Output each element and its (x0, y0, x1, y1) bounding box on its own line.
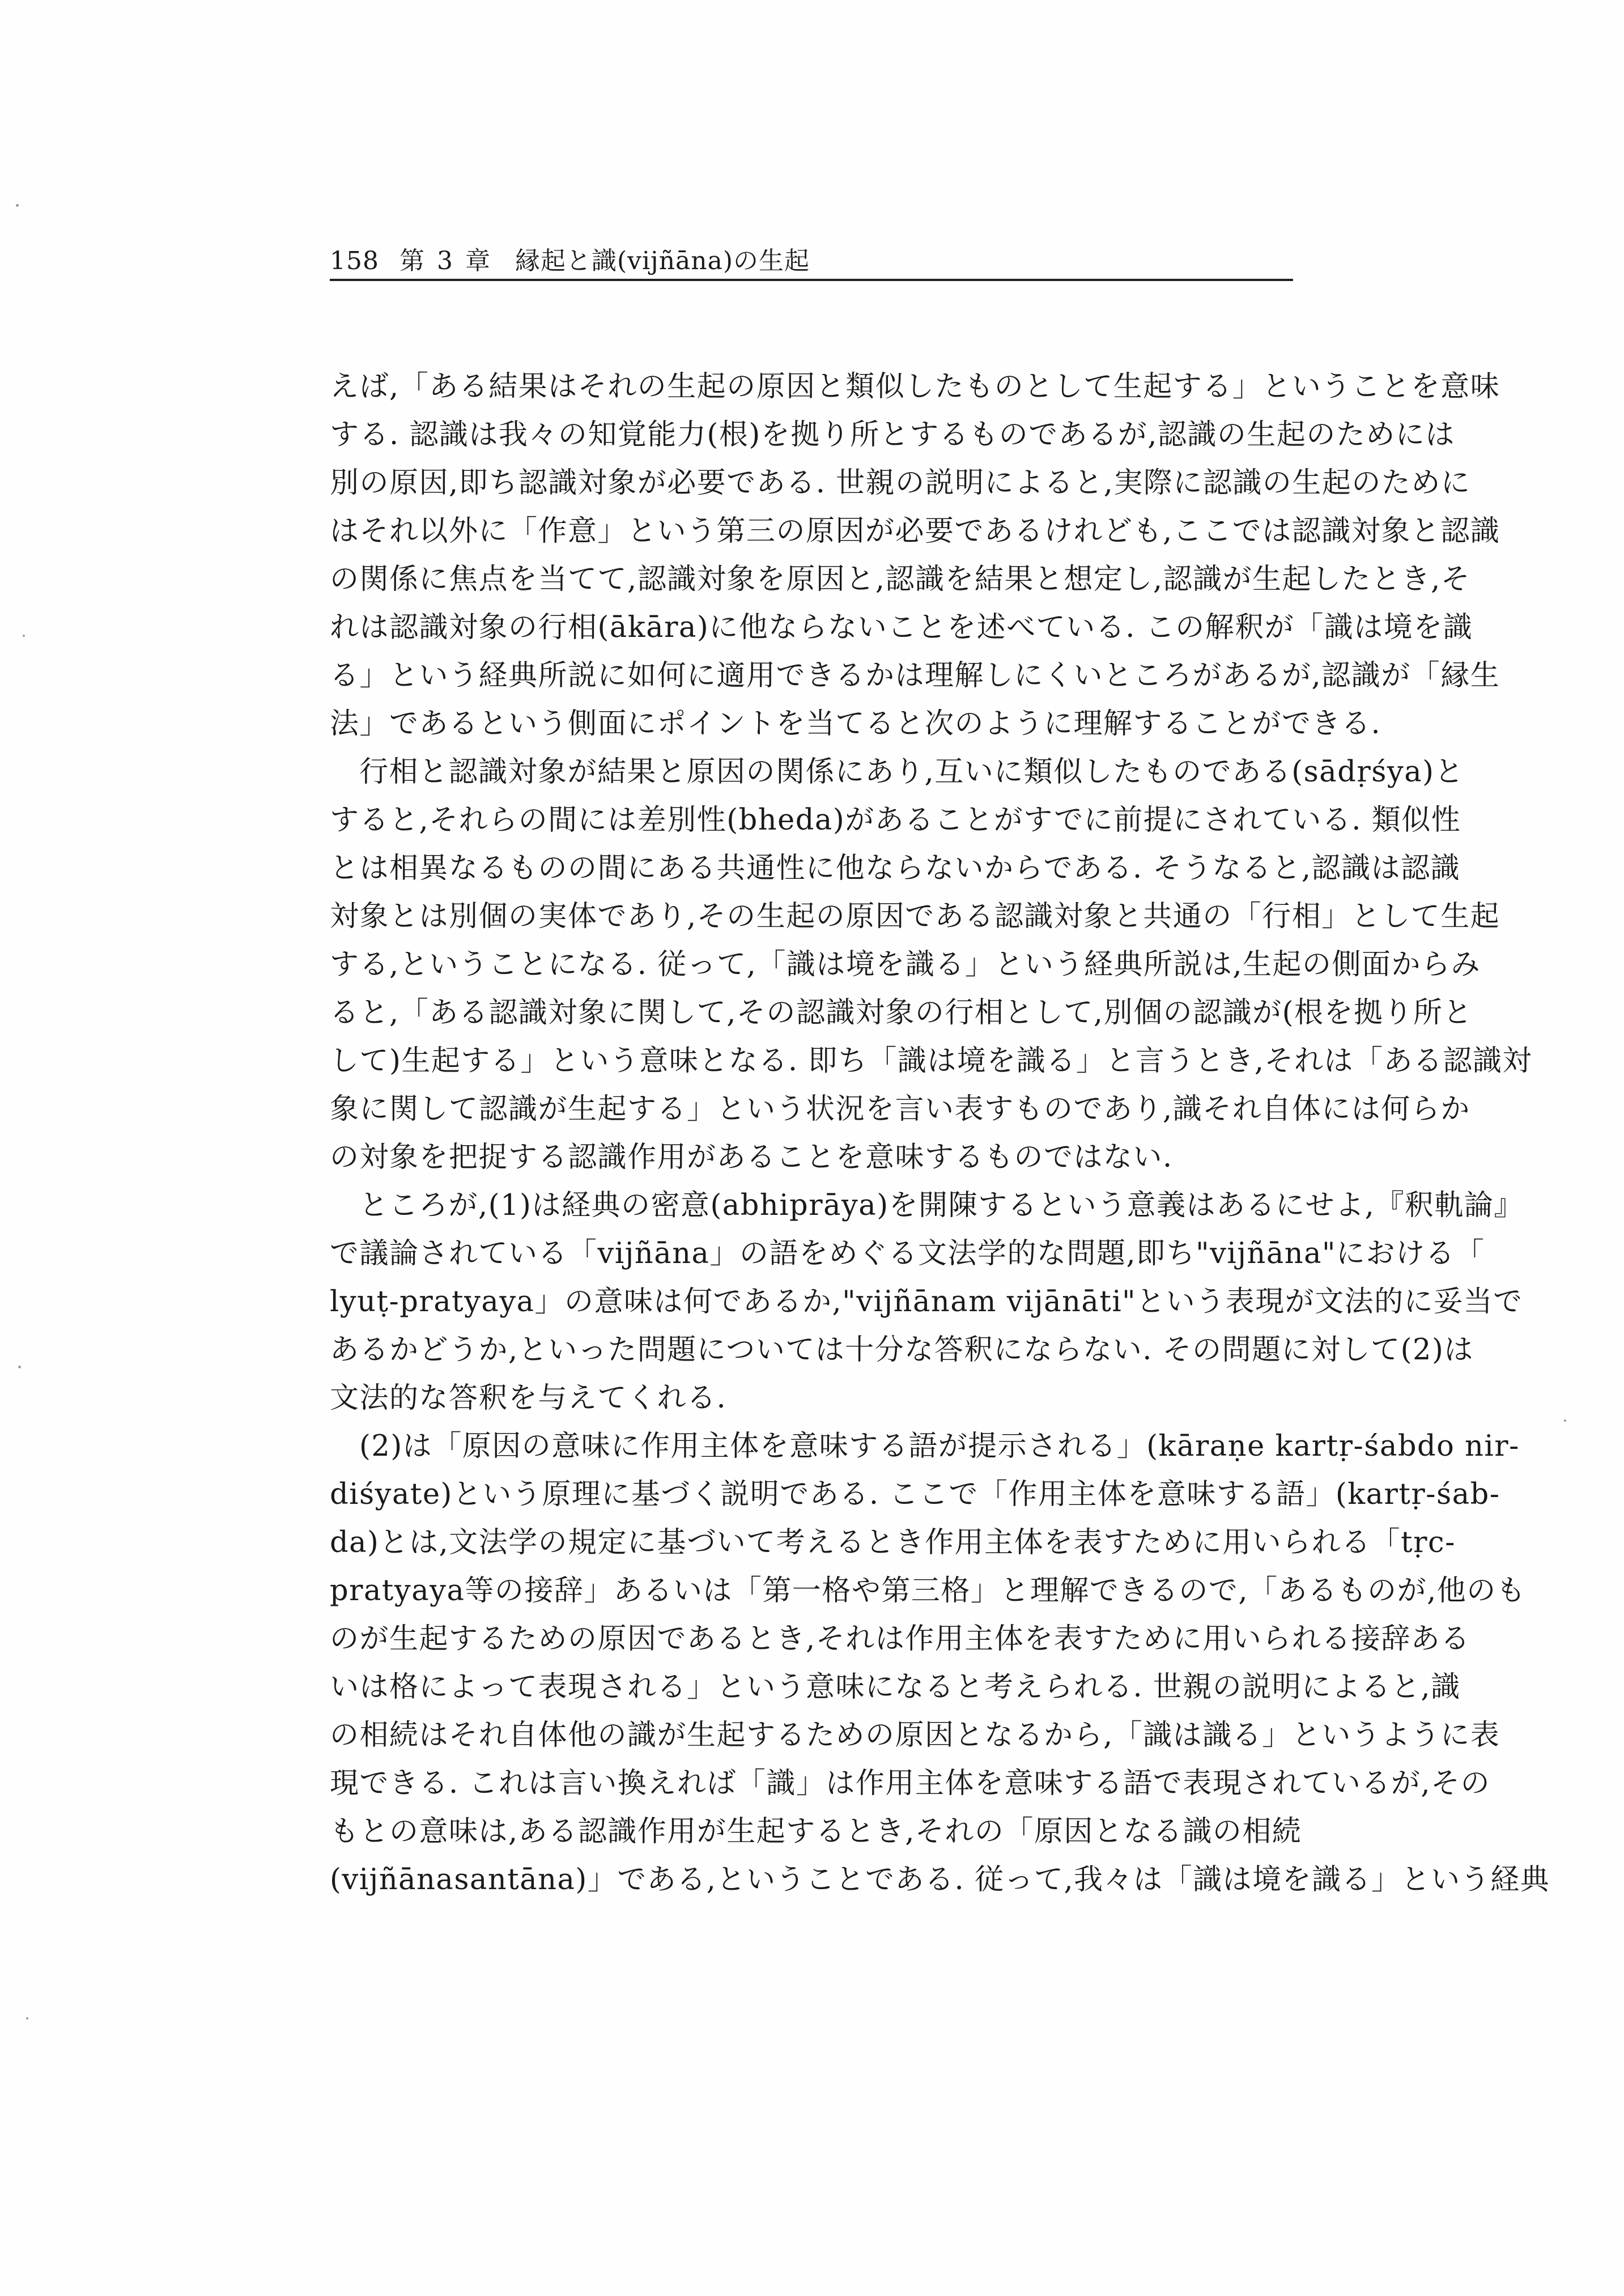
text-line: 別の原因,即ち認識対象が必要である. 世親の説明によると,実際に認識の生起のために (330, 466, 1471, 500)
text-line: pratyaya等の接辞」あるいは「第一格や第三格」と理解できるので,「あるものが,他のも (330, 1574, 1527, 1608)
text-line: はそれ以外に「作意」という第三の原因が必要であるけれども,ここでは認識対象と認識 (330, 515, 1500, 548)
text-line: da)とは,文法学の規定に基づいて考えるとき作用主体を表すために用いられる「tṛc- (330, 1526, 1456, 1559)
text-line: の相続はそれ自体他の識が生起するための原因となるから,「識は識る」というように表 (330, 1719, 1500, 1752)
running-header (330, 244, 1293, 281)
text-line: の対象を把捉する認識作用があることを意味するものではない. (330, 1141, 1173, 1174)
text-line: 現できる. これは言い換えれば「識」は作用主体を意味する語で表現されているが,その (330, 1767, 1491, 1800)
text-line: 行相と認識対象が結果と原因の関係にあり,互いに類似したものである(sādṛśya)と (359, 755, 1465, 789)
text-line: れは認識対象の行相(ākāra)に他ならないことを述べている. この解釈が「識は境を識 (330, 611, 1473, 644)
text-line: 象に関して認識が生起する」という状況を言い表すものであり,識それ自体には何らか (330, 1092, 1470, 1126)
page-number: 158 (330, 246, 379, 275)
text-line: もとの意味は,ある認識作用が生起するとき,それの「原因となる識の相続 (330, 1815, 1302, 1848)
chapter-title: 縁起と識(vijñāna)の生起 (515, 246, 810, 275)
scan-speck (18, 1366, 21, 1368)
text-line: る」という経典所説に如何に適用できるかは理解しにくいところがあるが,認識が「縁生 (330, 659, 1500, 692)
text-line: いは格によって表現される」という意味になると考えられる. 世親の説明によると,識 (330, 1670, 1461, 1704)
text-line: 法」であるという側面にポイントを当てると次のように理解することができる. (330, 707, 1381, 741)
text-line: で議論されている「vijñāna」の語をめぐる文法学的な問題,即ち"vijñāna"における「 (330, 1237, 1485, 1270)
scan-speck (16, 204, 19, 207)
scan-speck (26, 2017, 28, 2019)
text-line: 文法的な答釈を与えてくれる. (330, 1381, 727, 1415)
text-line: のが生起するための原因であるとき,それは作用主体を表すために用いられる接辞ある (330, 1622, 1470, 1656)
text-line: えば,「ある結果はそれの生起の原因と類似したものとして生起する」ということを意味 (330, 370, 1500, 403)
scan-speck (23, 635, 25, 637)
text-line: (vijñānasantāna)」である,ということである. 従って,我々は「識は境を識る」という経典 (330, 1863, 1550, 1897)
text-line: ると,「ある認識対象に関して,その認識対象の行相として,別個の認識が(根を拠り所と (330, 996, 1473, 1030)
text-line: とは相異なるものの間にある共通性に他ならないからである. そうなると,認識は認識 (330, 852, 1461, 885)
text-line: あるかどうか,といった問題については十分な答釈にならない. その問題に対して(2)は (330, 1333, 1474, 1367)
text-line: 対象とは別個の実体であり,その生起の原因である認識対象と共通の「行相」として生起 (330, 900, 1500, 933)
text-line: (2)は「原因の意味に作用主体を意味する語が提示される」(kāraṇe kartṛ-śabdo nir- (359, 1430, 1520, 1463)
text-line: する,ということになる. 従って,「識は境を識る」という経典所説は,生起の側面からみ (330, 948, 1481, 981)
scan-speck (1564, 1419, 1566, 1422)
text-line: する. 認識は我々の知覚能力(根)を拠り所とするものであるが,認識の生起のためには (330, 418, 1455, 452)
text-line: して)生起する」という意味となる. 即ち「識は境を識る」と言うとき,それは「ある認識対 (330, 1044, 1533, 1078)
body-text (330, 363, 1550, 1904)
text-line: の関係に焦点を当てて,認識対象を原因と,認識を結果と想定し,認識が生起したとき,そ (330, 563, 1471, 596)
text-line: lyuṭ-pratyaya」の意味は何であるか,"vijñānam vijānāti"という表現が文法的に妥当で (330, 1285, 1523, 1319)
text-line: すると,それらの間には差別性(bheda)があることがすでに前提にされている. 類似性 (330, 803, 1461, 837)
chapter-label: 第 3 章 (399, 246, 492, 275)
text-line: ところが,(1)は経典の密意(abhiprāya)を開陳するという意義はあるにせよ,『釈軌論』 (359, 1189, 1524, 1222)
text-line: diśyate)という原理に基づく説明である. ここで「作用主体を意味する語」(kartṛ-śab- (330, 1478, 1500, 1511)
